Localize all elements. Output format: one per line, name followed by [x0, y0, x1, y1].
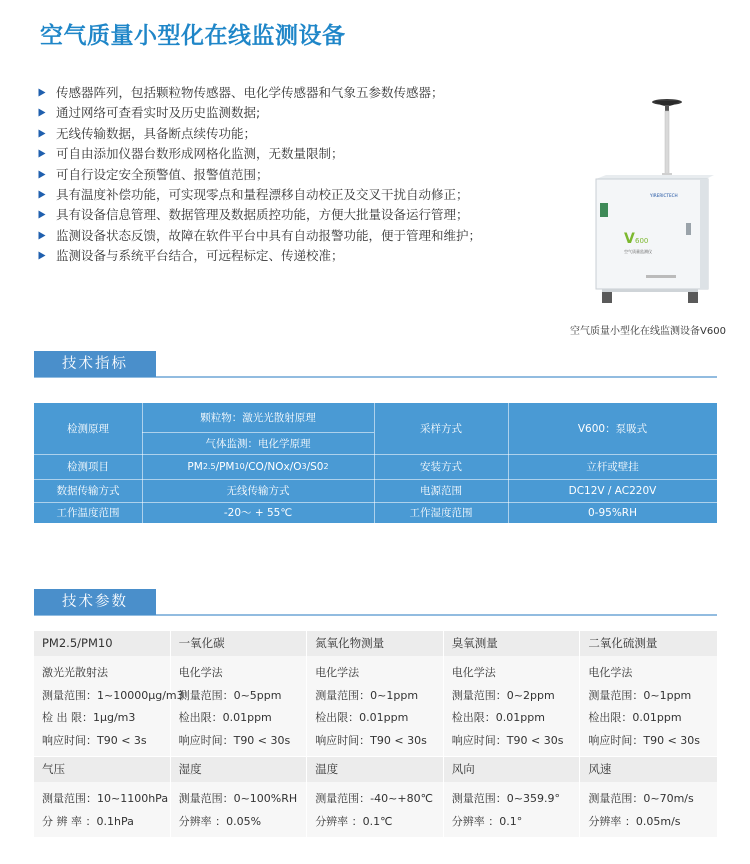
feature-item: 可自由添加仪器台数形成网格化监测，无数量限制； — [37, 144, 577, 164]
param-detail: 测量范围：0~100%RH 分辨率 ：0.05% — [171, 782, 308, 837]
triangle-bullet-icon — [39, 150, 46, 158]
install-value: 立杆或壁挂 — [586, 461, 639, 473]
param-detail: 电化学法 测量范围：0~2ppm 检出限：0.01ppm 响应时间：T90 < 30s — [444, 656, 581, 756]
device-label: 空气质量监测仪 — [624, 249, 652, 254]
sampling-label: 采样方式 — [420, 423, 462, 435]
triangle-bullet-icon — [39, 191, 46, 199]
principle-gas: 气体监测：电化学原理 — [205, 437, 311, 450]
param-name: PM2.5/PM10 — [34, 631, 171, 656]
param-name: 风向 — [444, 757, 581, 782]
svg-text:600: 600 — [635, 237, 649, 245]
feature-item: 监测设备与系统平台结合，可远程标定、传递校准； — [37, 246, 577, 266]
transfer-label: 数据传输方式 — [56, 485, 120, 497]
param-name: 二氧化硫测量 — [588, 636, 658, 650]
feature-item: 具有设备信息管理、数据管理及数据质控功能，方便大批量设备运行管理； — [37, 205, 577, 225]
feature-item: 具有温度补偿功能，可实现零点和量程漂移自动校正及交叉干扰自动修正； — [37, 185, 577, 205]
transfer-value: 无线传输方式 — [226, 485, 290, 497]
principle-particle: 颗粒物：激光光散射原理 — [200, 412, 316, 424]
tech-params-heading: 技术参数 — [34, 589, 156, 615]
items-label: 检测项目 — [67, 461, 109, 473]
param-name: 湿度 — [171, 757, 308, 782]
sampling-value: V600：泵吸式 — [577, 423, 648, 435]
section-divider — [34, 614, 717, 616]
param-detail: 测量范围：0~70m/s 分辨率 ：0.05m/s — [588, 792, 694, 828]
section-divider — [34, 376, 717, 378]
triangle-bullet-icon — [39, 252, 46, 260]
triangle-bullet-icon — [39, 170, 46, 178]
feature-item: 无线传输数据，具备断点续传功能； — [37, 124, 577, 144]
device-caption: 空气质量小型化在线监测设备V600 — [570, 326, 726, 337]
param-name: 一氧化碳 — [171, 631, 308, 656]
param-detail: 电化学法 测量范围：0~1ppm 检出限：0.01ppm 响应时间：T90 < 30s — [588, 666, 701, 747]
params-header-row — [34, 631, 717, 656]
param-detail: 测量范围：-40~+80℃ 分辨率 ：0.1℃ — [307, 782, 444, 837]
triangle-bullet-icon — [39, 89, 46, 97]
feature-list — [37, 83, 577, 267]
param-name: 风速 — [588, 762, 612, 776]
feature-item: 通过网络可查看实时及历史监测数据; — [37, 103, 577, 123]
param-detail: 激光光散射法 测量范围：1~10000μg/m3 检 出 限：1μg/m3 响应时间：T90 < 3s — [34, 656, 171, 756]
params-body-row — [34, 656, 717, 756]
triangle-bullet-icon — [39, 211, 46, 219]
humidity-label: 工作湿度范围 — [409, 507, 473, 519]
humidity-value: 0-95%RH — [588, 506, 637, 519]
temp-value: -20～ + 55℃ — [223, 507, 293, 519]
power-value: DC12V / AC220V — [568, 484, 657, 497]
device-image — [588, 95, 718, 310]
tech-spec-table — [34, 403, 717, 523]
device-brand: YIRERICTECH — [650, 193, 678, 198]
feature-item: 监测设备状态反馈，故障在软件平台中具有自动报警功能，便于管理和维护； — [37, 226, 577, 246]
params-header-row — [34, 757, 717, 782]
triangle-bullet-icon — [39, 109, 46, 117]
param-detail: 测量范围：10~1100hPa 分 辨 率 ：0.1hPa — [34, 782, 171, 837]
tech-params-table — [34, 631, 717, 837]
param-name: 温度 — [307, 757, 444, 782]
install-label: 安装方式 — [420, 461, 462, 473]
temp-label: 工作温度范围 — [56, 507, 120, 519]
param-detail: 测量范围：0~359.9° 分辨率 ：0.1° — [444, 782, 581, 837]
param-name: 气压 — [34, 757, 171, 782]
power-label: 电源范围 — [420, 485, 462, 497]
items-value: PM 2.5 /PM 10 /CO/NOx/O 3 /S0 2 — [187, 460, 329, 473]
principle-label: 检测原理 — [67, 423, 109, 435]
param-name: 臭氧测量 — [444, 631, 581, 656]
param-detail: 电化学法 测量范围：0~1ppm 检出限：0.01ppm 响应时间：T90 < 30s — [307, 656, 444, 756]
svg-text:V: V — [624, 231, 635, 247]
tech-spec-heading: 技术指标 — [34, 351, 156, 377]
page-title: 空气质量小型化在线监测设备 — [40, 23, 346, 49]
feature-item: 可自行设定安全预警值、报警值范围； — [37, 165, 577, 185]
param-detail: 电化学法 测量范围：0~5ppm 检出限：0.01ppm 响应时间：T90 < 30s — [171, 656, 308, 756]
param-name: 氮氧化物测量 — [307, 631, 444, 656]
feature-item: 传感器阵列，包括颗粒物传感器、电化学传感器和气象五参数传感器； — [37, 83, 577, 103]
triangle-bullet-icon — [39, 129, 46, 137]
triangle-bullet-icon — [39, 231, 46, 239]
params-body-row — [34, 782, 717, 837]
